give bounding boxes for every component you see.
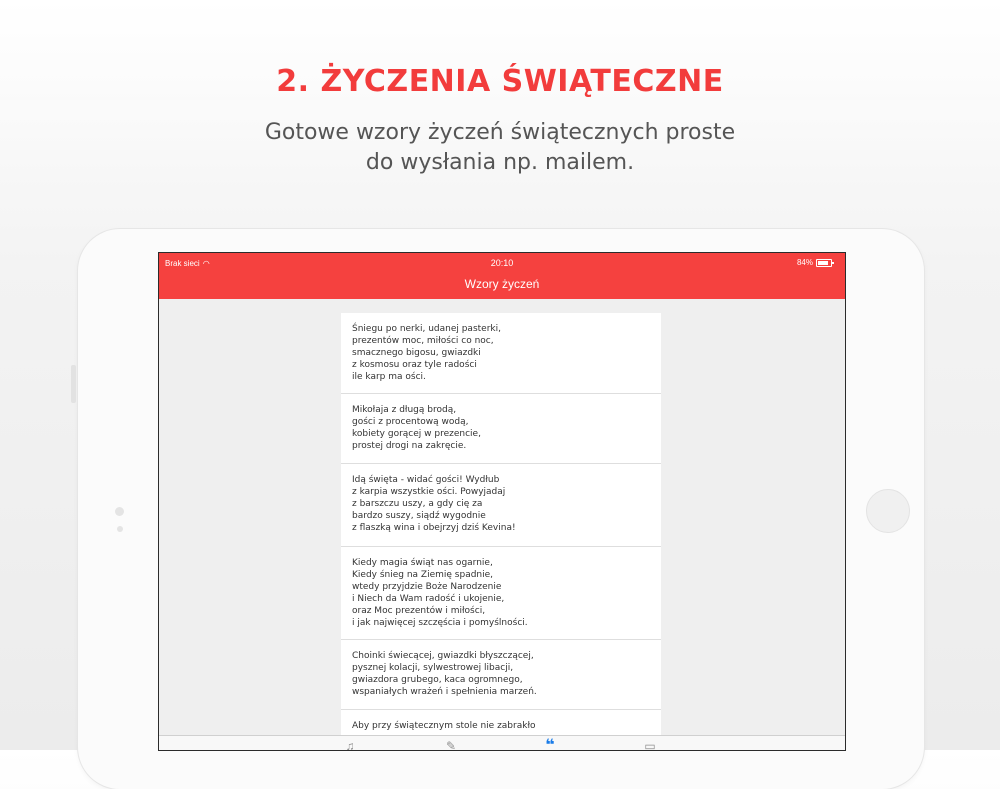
wish-text-line: Idą święta - widać gości! Wydłub	[352, 475, 500, 485]
home-button[interactable]	[866, 489, 910, 533]
wish-text-line: wtedy przyjdzie Boże Narodzenie	[352, 582, 502, 592]
music-note-icon: ♫	[345, 739, 355, 750]
tablet-side-button	[71, 365, 76, 403]
wish-text-line: Choinki świecącej, gwiazdki błyszczącej,	[352, 651, 534, 661]
wish-text-line: bardzo suszy, siądź wygodnie	[352, 511, 486, 521]
wish-text-line: Kiedy magia świąt nas ogarnie,	[352, 558, 493, 568]
tab-edit[interactable]	[443, 739, 459, 750]
tab-music[interactable]	[342, 739, 358, 750]
wish-text-line: z kosmosu oraz tyle radości	[352, 360, 477, 370]
wishes-list[interactable]	[341, 313, 661, 750]
status-time: 20:10	[490, 258, 514, 268]
wish-text-line: z karpia wszystkie ości. Powyjadaj	[352, 487, 506, 497]
promo-title: 2. ŻYCZENIA ŚWIĄTECZNE	[276, 64, 724, 99]
battery-percent: 84%	[796, 258, 813, 267]
wish-text-line: prezentów moc, miłości co noc,	[352, 336, 494, 346]
wish-text-line: Mikołaja z długą brodą,	[352, 405, 457, 415]
wifi-icon: ◠	[202, 259, 210, 268]
wish-text-line: wspaniałych wrażeń i spełnienia marzeń.	[352, 687, 537, 697]
wish-text-line: gości z procentową wodą,	[352, 417, 469, 427]
wish-text-line: Aby przy świątecznym stole nie zabrakło	[352, 721, 536, 731]
wish-text-line: i jak najwięcej szczęścia i pomyślności.	[352, 618, 528, 628]
wish-card[interactable]	[341, 464, 661, 547]
promo-subtitle-line2: do wysłania np. mailem.	[365, 150, 635, 175]
battery-icon	[816, 259, 832, 267]
wish-text-line: ile karp ma ości.	[352, 372, 426, 382]
nav-title: Wzory życzeń	[464, 277, 540, 291]
app-header	[159, 253, 845, 299]
tab-cards[interactable]	[642, 739, 658, 750]
wish-text-line: Śniegu po nerki, udanej pasterki,	[352, 324, 501, 334]
wish-text-line: z flaszką wina i obejrzyj dziś Kevina!	[352, 523, 516, 533]
status-battery	[797, 258, 832, 267]
wish-text-line: z barszczu uszy, a gdy cię za	[352, 499, 483, 509]
wish-text-line: prostej drogi na zakręcie.	[352, 441, 467, 451]
wish-card[interactable]	[341, 640, 661, 710]
tablet-sensor	[117, 526, 123, 532]
cards-icon: ▭	[644, 739, 656, 750]
promo-subtitle-line1: Gotowe wzory życzeń świątecznych proste	[264, 120, 736, 145]
wish-text-line: smacznego bigosu, gwiazdki	[352, 348, 481, 358]
carrier-label: Brak sieci	[165, 259, 200, 268]
wish-text-line: gwiazdora grubego, kaca ogromnego,	[352, 675, 523, 685]
edit-icon: ✎	[445, 739, 457, 750]
wish-text-line: oraz Moc prezentów i miłości,	[352, 606, 486, 616]
wish-text-line: Kiedy śnieg na Ziemię spadnie,	[352, 570, 494, 580]
wish-card[interactable]	[341, 547, 661, 640]
tab-bar	[159, 735, 845, 750]
quote-icon: ❝	[545, 737, 555, 750]
tablet-camera	[115, 507, 124, 516]
wish-card[interactable]	[341, 313, 661, 394]
wish-card[interactable]	[341, 394, 661, 464]
wish-text-line: i Niech da Wam radość i ukojenie,	[352, 594, 505, 604]
app-screen	[159, 253, 845, 750]
tab-wishes[interactable]	[542, 739, 558, 750]
wish-text-line: pysznej kolacji, sylwestrowej libacji,	[352, 663, 514, 673]
wish-text-line: kobiety gorącej w prezencie,	[352, 429, 481, 439]
